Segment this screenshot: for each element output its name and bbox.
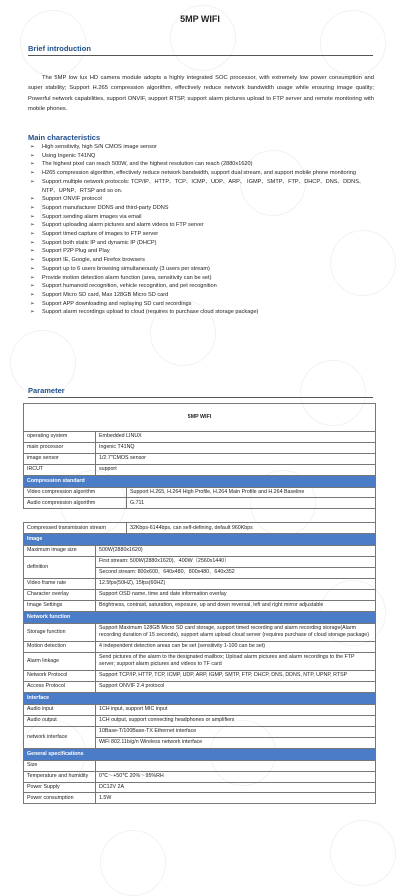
- param-key: Motion detection: [24, 641, 96, 652]
- param-value: support: [96, 464, 376, 475]
- characteristic-text: Support both static IP and dynamic IP (DHCP): [42, 239, 157, 246]
- characteristic-text: Support APP downloading and replaying SD card recordings: [42, 300, 192, 307]
- characteristic-text: Support IE, Google, and Firefox browsers: [42, 257, 145, 264]
- category-row: [24, 534, 376, 546]
- table-row: [24, 487, 376, 498]
- param-value: Support Maximum 128GB Micro SD card storage, support timed recording and alarm recording storage(Alarm recording duration of 15 seconds), support alarm upload cloud server (requires purchase of cloud storage package): [96, 623, 376, 641]
- param-key: operating system: [24, 431, 96, 442]
- table-row: [24, 498, 376, 509]
- table-row: [24, 715, 376, 726]
- param-value: 1/2.7"CMOS sensor: [96, 453, 376, 464]
- characteristic-item: [30, 213, 375, 222]
- category-cell: General specifications: [24, 748, 376, 760]
- characteristic-text: Support manufacturer DDNS and third-party DDNS: [42, 204, 169, 211]
- characteristic-text: The highest pixel can reach 500W, and the highest resolution can reach (2880x1620): [42, 161, 253, 168]
- characteristic-item: [30, 195, 375, 204]
- param-value: Support OSD name, time and date information overlay: [96, 589, 376, 600]
- param-value: DC12V 2A: [96, 782, 376, 793]
- param-value: 1.5W: [96, 793, 376, 804]
- param-key: Maximum image size: [24, 546, 96, 557]
- table-row: [24, 704, 376, 715]
- bullet-arrow-icon: ➢: [30, 291, 35, 298]
- characteristic-item: [30, 178, 375, 195]
- table-row: [24, 782, 376, 793]
- param-value: 4 independent detection areas can be set (sensitivity 1-100 can be set): [96, 641, 376, 652]
- table-row: [24, 726, 376, 737]
- bullet-arrow-icon: ➢: [30, 257, 35, 264]
- param-key: Image Settings: [24, 600, 96, 611]
- heading-divider: [28, 55, 373, 56]
- characteristic-text: High sensitivity, high S/N CMOS image sensor: [42, 144, 157, 150]
- param-value: 10Base-T/100Base-TX Ethernet interface: [96, 726, 376, 737]
- characteristic-item: [30, 143, 375, 152]
- category-row: [24, 693, 376, 705]
- table-row: [24, 557, 376, 568]
- table-row: [24, 671, 376, 682]
- bullet-arrow-icon: ➢: [30, 300, 35, 307]
- table-row: [24, 641, 376, 652]
- bullet-arrow-icon: ➢: [30, 170, 35, 177]
- param-key: Audio output: [24, 715, 96, 726]
- param-value: 500W(2880x1620): [96, 546, 376, 557]
- brief-introduction-heading: Brief introduction: [28, 44, 91, 53]
- characteristic-item: [30, 274, 375, 283]
- param-value: 12.5fps(50HZ), 15fps(60HZ): [96, 578, 376, 589]
- bullet-arrow-icon: ➢: [30, 161, 35, 168]
- bullet-arrow-icon: ➢: [30, 239, 35, 246]
- characteristic-text: Support sending alarm images via email: [42, 213, 142, 220]
- param-key: image sensor: [24, 453, 96, 464]
- category-row: [24, 475, 376, 487]
- param-key: Compressed transmission stream: [24, 523, 127, 534]
- bullet-arrow-icon: ➢: [30, 213, 35, 220]
- param-key: Size: [24, 760, 96, 771]
- heading-divider: [28, 397, 373, 398]
- bullet-arrow-icon: ➢: [30, 178, 35, 185]
- bullet-arrow-icon: ➢: [30, 144, 35, 150]
- bullet-arrow-icon: ➢: [30, 152, 35, 159]
- characteristic-text: Support Micro SD card, Max 128GB Micro SD card: [42, 291, 169, 298]
- param-value: Ingenic T41NQ: [96, 442, 376, 453]
- characteristic-text: Support up to 6 users browsing simultaneously (3 users per stream): [42, 265, 210, 272]
- characteristic-text: Support ONVIF protocol: [42, 196, 102, 203]
- param-value: 32Kbps-6144bps, can self-defining, default 960Kbps: [127, 523, 376, 534]
- param-value: First stream: 500W(2880x1620)、400W（2560x1440）: [96, 557, 376, 568]
- param-value: G.711: [127, 498, 376, 509]
- category-cell: Image: [24, 534, 376, 546]
- characteristic-item: [30, 221, 375, 230]
- characteristic-text: Support P2P Plug and Play: [42, 248, 110, 255]
- characteristic-item: [30, 169, 375, 178]
- table-row: [24, 589, 376, 600]
- bullet-arrow-icon: ➢: [30, 231, 35, 238]
- characteristic-text: H265 compression algorithm, effectively reduce network bandwidth, support dual stream, and support mobile phone monitoring: [42, 170, 356, 177]
- param-key: Temperature and humidity: [24, 771, 96, 782]
- spacer-row: [24, 509, 376, 523]
- table-row: [24, 682, 376, 693]
- bullet-arrow-icon: ➢: [30, 274, 35, 281]
- characteristic-text: Support alarm recordings upload to cloud (requires to purchase cloud storage package): [42, 309, 259, 316]
- characteristic-text: Support uploading alarm pictures and alarm videos to FTP server: [42, 222, 204, 229]
- bullet-arrow-icon: ➢: [30, 196, 35, 203]
- characteristic-item: [30, 265, 375, 274]
- bullet-arrow-icon: ➢: [30, 248, 35, 255]
- bullet-arrow-icon: ➢: [30, 222, 35, 229]
- table-row: [24, 578, 376, 589]
- characteristic-item: [30, 256, 375, 265]
- category-cell: Compression standard: [24, 475, 376, 487]
- table-row: [24, 523, 376, 534]
- param-key: definition: [24, 557, 96, 579]
- category-row: [24, 748, 376, 760]
- characteristic-text: Provide motion detection alarm function (area, sensitivity can be set): [42, 274, 212, 281]
- introduction-paragraph: The 5MP low lux HD camera module adopts a highly integrated SOC processor, with extremely low power consumption and super stability; Support H.265 compression algorithm, effectively reduce network bandwidth usage while ensuring image quality; Powerful network capabilities, support ONVIF, support RTSP, support alarm pictures upload to FTP server and remote monitoring with mobile phones.: [28, 74, 374, 113]
- characteristic-text: Support multiple network protocols: TCP/IP、HTTP、TCP、ICMP、UDP、ARP、 IGMP、SMTP、FTP、DHCP、DNS、DDNS、NTP、UPNP、RTSP and so on.: [42, 178, 365, 194]
- main-characteristics-heading: Main characteristics: [28, 133, 101, 142]
- param-value: Embedded LINUX: [96, 431, 376, 442]
- watermark-stamp: [330, 820, 396, 886]
- spacer-cell: [24, 509, 376, 523]
- bullet-arrow-icon: ➢: [30, 283, 35, 290]
- characteristic-text: Using Ingenic T41NQ: [42, 152, 96, 159]
- param-key: Audio compression algorithm: [24, 498, 127, 509]
- param-value: Send pictures of the alarm to the designated mailbox; Upload alarm pictures and alarm recordings to the FTP server; support alarm pictures and videos to TF card: [96, 652, 376, 670]
- parameter-table: [23, 403, 376, 804]
- param-key: Character overlay: [24, 589, 96, 600]
- param-value: 0℃～+50℃ 20%～95%RH: [96, 771, 376, 782]
- param-key: IRCUT: [24, 464, 96, 475]
- param-key: Access Protocol: [24, 682, 96, 693]
- param-key: main processor: [24, 442, 96, 453]
- param-value: Support H.265, H.264 High Profile, H.264 Main Profile and H.264 Baseline: [127, 487, 376, 498]
- param-key: Video compression algorithm: [24, 487, 127, 498]
- param-value: 1CH input, support MIC input: [96, 704, 376, 715]
- characteristic-item: [30, 291, 375, 300]
- table-title-row: [24, 404, 376, 432]
- characteristic-text: Support timed capture of images to FTP server: [42, 231, 159, 238]
- characteristic-text: Support humanoid recognition, vehicle recognition, and pet recognition: [42, 283, 217, 290]
- table-row: [24, 623, 376, 641]
- param-key: Video frame rate: [24, 578, 96, 589]
- table-row: [24, 442, 376, 453]
- param-key: Alarm linkage: [24, 652, 96, 670]
- param-value: Second stream: 800x600、640x480、800x480、640x352: [96, 567, 376, 578]
- param-key: Network Protocol: [24, 671, 96, 682]
- category-cell: Network function: [24, 611, 376, 623]
- bullet-arrow-icon: ➢: [30, 309, 35, 316]
- document-title: 5MP WIFI: [180, 14, 220, 24]
- param-key: Power Supply: [24, 782, 96, 793]
- param-value: Brightness, contrast, saturation, exposure, up and down reversal, left and right mirror adjustable: [96, 600, 376, 611]
- param-value: [96, 760, 376, 771]
- bullet-arrow-icon: ➢: [30, 265, 35, 272]
- param-value: Support TCP/IP, HTTP, TCP, ICMP, UDP, ARP, IGMP, SMTP, FTP, DHCP, DNS, DDNS, NTP, UPNP, RTSP: [96, 671, 376, 682]
- table-title-cell: 5MP WIFI: [24, 404, 376, 432]
- table-row: [24, 600, 376, 611]
- table-row: [24, 760, 376, 771]
- table-row: [24, 431, 376, 442]
- characteristic-item: [30, 282, 375, 291]
- param-key: Power consumption: [24, 793, 96, 804]
- characteristics-list: [30, 143, 375, 317]
- characteristic-item: [30, 239, 375, 248]
- parameter-heading: Parameter: [28, 386, 65, 395]
- param-key: Storage function: [24, 623, 96, 641]
- table-row: [24, 453, 376, 464]
- characteristic-item: [30, 152, 375, 161]
- table-row: [24, 793, 376, 804]
- characteristic-item: [30, 300, 375, 309]
- characteristic-item: [30, 247, 375, 256]
- table-row: [24, 771, 376, 782]
- param-value: Support ONVIF 2.4 protocol: [96, 682, 376, 693]
- characteristic-item: [30, 230, 375, 239]
- bullet-arrow-icon: ➢: [30, 204, 35, 211]
- category-row: [24, 611, 376, 623]
- table-row: [24, 546, 376, 557]
- param-value: WiFi 802.11b/g/n Wireless network interface: [96, 737, 376, 748]
- param-key: Audio input: [24, 704, 96, 715]
- table-row: [24, 464, 376, 475]
- param-key: network interface: [24, 726, 96, 748]
- characteristic-item: [30, 204, 375, 213]
- param-value: 1CH output, support connecting headphones or amplifiers: [96, 715, 376, 726]
- watermark-stamp: [100, 830, 166, 896]
- characteristic-item: [30, 160, 375, 169]
- table-row: [24, 652, 376, 670]
- category-cell: Interface: [24, 693, 376, 705]
- characteristic-item: [30, 308, 375, 317]
